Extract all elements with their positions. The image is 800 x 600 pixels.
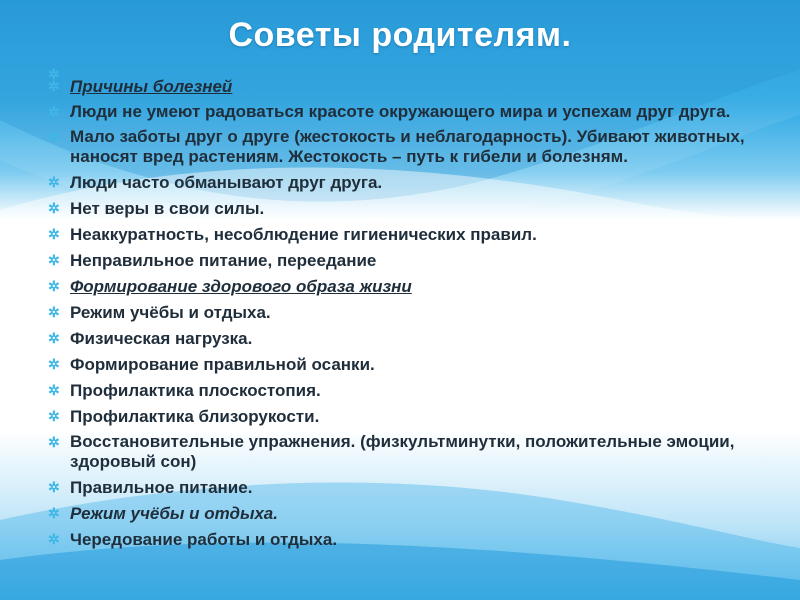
list-item: ✲ Нет веры в свои силы.: [48, 199, 265, 218]
asterisk-bullet-icon: ✲: [48, 356, 60, 372]
asterisk-bullet-icon: ✲: [48, 304, 60, 320]
list-item: ✲ Правильное питание.: [48, 478, 253, 497]
asterisk-bullet-icon: ✲: [48, 104, 60, 120]
asterisk-bullet-icon: ✲: [48, 200, 60, 216]
list-item: [48, 276, 768, 297]
list-item: ✲ Люди не умеют радоваться красоте окружающего мира и успехам друг друга.: [48, 102, 731, 121]
list-item: ✲ Люди часто обманывают друг друга.: [48, 173, 383, 192]
list-item: ✲ Неправильное питание, переедание: [48, 251, 377, 270]
list-item: ✲ Формирование правильной осанки.: [48, 355, 375, 374]
advice-list: [48, 64, 768, 555]
asterisk-bullet-icon: ✲: [48, 252, 60, 268]
list-item: [48, 76, 768, 97]
slide-title: Советы родителям.: [228, 16, 572, 54]
asterisk-bullet-icon: ✲: [48, 434, 60, 450]
list-item: ✲ Физическая нагрузка.: [48, 329, 253, 348]
list-item: ✲ Профилактика плоскостопия.: [48, 381, 321, 400]
asterisk-bullet-icon: ✲: [48, 408, 60, 424]
asterisk-bullet-icon: ✲: [48, 531, 60, 547]
list-item: ✲ Неаккуратность, несоблюдение гигиенических правил.: [48, 225, 537, 244]
section-heading-healthy-lifestyle: Формирование здорового образа жизни: [70, 277, 412, 296]
asterisk-bullet-icon: ✲: [48, 129, 60, 145]
section-heading-causes: Причины болезней: [70, 77, 233, 96]
asterisk-bullet-icon: ✲: [48, 330, 60, 346]
list-item: ✲ Режим учёбы и отдыха.: [48, 504, 278, 523]
list-item: ✲ Чередование работы и отдыха.: [48, 530, 338, 549]
asterisk-bullet-icon: ✲: [48, 174, 60, 190]
list-item: ✲ Режим учёбы и отдыха.: [48, 303, 271, 322]
asterisk-bullet-icon: ✲: [48, 78, 60, 94]
list-item: ✲ Профилактика близорукости.: [48, 407, 320, 426]
list-item: ✲ Мало заботы друг о друге (жестокость и неблагодарность). Убивают животных, наносят вред растениям. Жестокость – путь к гибели и болезням.: [48, 127, 745, 166]
asterisk-bullet-icon: ✲: [48, 66, 60, 82]
asterisk-bullet-icon: ✲: [48, 479, 60, 495]
list-item: [48, 64, 768, 82]
asterisk-bullet-icon: ✲: [48, 278, 60, 294]
asterisk-bullet-icon: ✲: [48, 505, 60, 521]
list-item: ✲ Восстановительные упражнения. (физкультминутки, положительные эмоции, здоровый сон): [48, 432, 735, 471]
asterisk-bullet-icon: ✲: [48, 226, 60, 242]
asterisk-bullet-icon: ✲: [48, 382, 60, 398]
